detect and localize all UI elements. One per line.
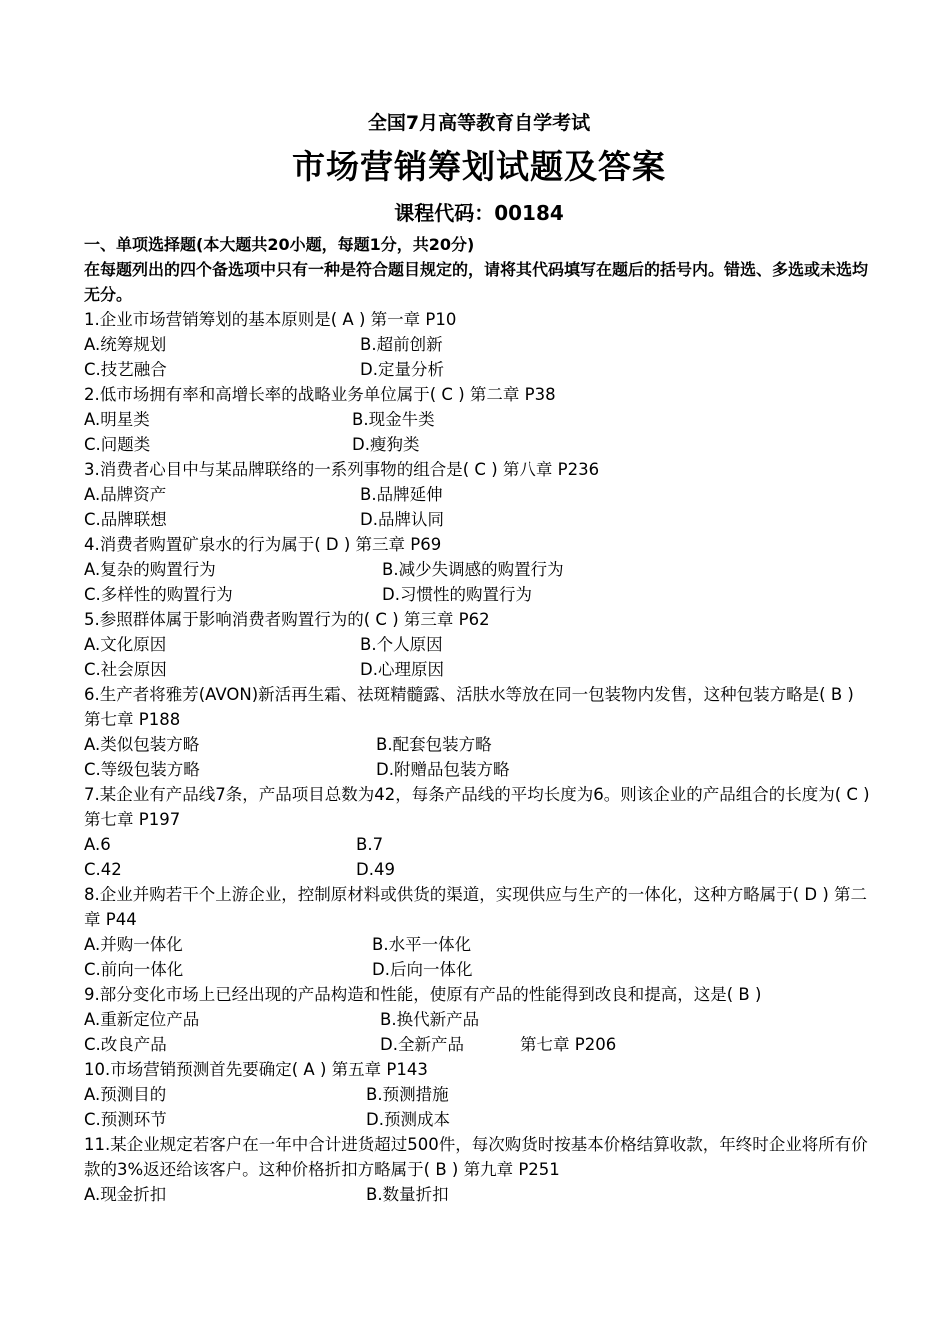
option-right: D.全新产品 xyxy=(380,1035,464,1054)
question-stem: 1.企业市场营销筹划的基本原则是( A ) 第一章 P10 xyxy=(84,310,457,329)
option-left: A.现金折扣 xyxy=(84,1185,167,1204)
question-stem: 2.低市场拥有率和高增长率的战略业务单位属于( C ) 第二章 P38 xyxy=(84,385,556,404)
course-code: 课程代码：00184 xyxy=(394,201,564,225)
option-left: A.文化原因 xyxy=(84,635,167,654)
option-left: A.并购一体化 xyxy=(84,935,183,954)
option-row xyxy=(84,1182,874,1207)
question-item xyxy=(84,457,874,532)
question-stem: 7.某企业有产品线7条，产品项目总数为42，每条产品线的平均长度为6。则该企业的产品组合的长度为( C ) 第七章 P197 xyxy=(84,785,870,829)
option-row xyxy=(84,657,874,682)
question-item xyxy=(84,882,874,982)
option-left: A.类似包装方略 xyxy=(84,735,200,754)
option-row xyxy=(84,832,874,857)
option-left: C.多样性的购置行为 xyxy=(84,585,233,604)
option-row xyxy=(84,757,874,782)
question-list xyxy=(84,307,874,1207)
option-row xyxy=(84,1032,874,1057)
question-stem: 6.生产者将雅芳(AVON)新活再生霜、祛斑精髓露、活肤水等放在同一包装物内发售，这种包装方略是( B ) 第七章 P188 xyxy=(84,685,854,729)
question-stem: 10.市场营销预测首先要确定( A ) 第五章 P143 xyxy=(84,1060,428,1079)
option-row xyxy=(84,432,874,457)
option-left: C.预测环节 xyxy=(84,1110,167,1129)
option-right: D.附赠品包装方略 xyxy=(376,760,510,779)
question-item xyxy=(84,532,874,607)
option-left: A.品牌资产 xyxy=(84,485,167,504)
option-right: B.7 xyxy=(356,835,384,854)
question-item xyxy=(84,607,874,682)
option-row xyxy=(84,582,874,607)
option-row xyxy=(84,957,874,982)
question-stem: 4.消费者购置矿泉水的行为属于( D ) 第三章 P69 xyxy=(84,535,442,554)
option-right: D.预测成本 xyxy=(366,1110,450,1129)
option-right: B.预测措施 xyxy=(366,1085,449,1104)
option-right: D.心理原因 xyxy=(360,660,444,679)
option-right: B.配套包装方略 xyxy=(376,735,492,754)
exam-header-line: 全国7月高等教育自学考试 xyxy=(367,112,591,134)
option-row xyxy=(84,357,874,382)
option-right: B.水平一体化 xyxy=(372,935,472,954)
option-right: D.品牌认同 xyxy=(360,510,444,529)
section-instruction: 在每题列出的四个备选项中只有一种是符合题目规定的，请将其代码填写在题后的括号内。错选、多选或未选均无分。 xyxy=(84,260,869,304)
option-row xyxy=(84,857,874,882)
question-item xyxy=(84,782,874,882)
option-row xyxy=(84,632,874,657)
option-left: C.技艺融合 xyxy=(84,360,167,379)
option-right: B.减少失调感的购置行为 xyxy=(382,560,564,579)
option-row xyxy=(84,932,874,957)
option-right: B.数量折扣 xyxy=(366,1185,449,1204)
option-right: D.后向一体化 xyxy=(372,960,473,979)
option-row xyxy=(84,407,874,432)
question-item xyxy=(84,307,874,382)
option-left: C.社会原因 xyxy=(84,660,167,679)
option-left: A.预测目的 xyxy=(84,1085,167,1104)
option-right: D.瘦狗类 xyxy=(352,435,420,454)
question-item xyxy=(84,1132,874,1207)
question-stem: 9.部分变化市场上已经出现的产品构造和性能，使原有产品的性能得到改良和提高，这是( B ) xyxy=(84,985,762,1004)
option-right: B.个人原因 xyxy=(360,635,443,654)
option-row xyxy=(84,1107,874,1132)
question-stem: 5.参照群体属于影响消费者购置行为的( C ) 第三章 P62 xyxy=(84,610,490,629)
exam-title: 市场营销筹划试题及答案 xyxy=(292,147,666,186)
option-left: C.问题类 xyxy=(84,435,151,454)
option-row xyxy=(84,507,874,532)
option-right: B.超前创新 xyxy=(360,335,443,354)
option-row xyxy=(84,557,874,582)
option-row xyxy=(84,1082,874,1107)
question-stem: 11.某企业规定若客户在一年中合计进货超过500件，每次购货时按基本价格结算收款，年终时企业将所有价款的3%返还给该客户。这种价格折扣方略属于( B ) 第九章 P251 xyxy=(84,1135,868,1179)
option-right: B.现金牛类 xyxy=(352,410,435,429)
option-right: D.定量分析 xyxy=(360,360,444,379)
option-left: A.重新定位产品 xyxy=(84,1010,200,1029)
chapter-note: 第七章 P206 xyxy=(520,1035,617,1054)
option-right: D.习惯性的购置行为 xyxy=(382,585,532,604)
option-left: A.6 xyxy=(84,835,111,854)
option-left: A.复杂的购置行为 xyxy=(84,560,216,579)
question-item xyxy=(84,382,874,457)
option-left: A.统筹规划 xyxy=(84,335,167,354)
option-left: C.42 xyxy=(84,860,122,879)
option-row xyxy=(84,732,874,757)
option-row xyxy=(84,1007,874,1032)
option-right: D.49 xyxy=(356,860,395,879)
question-stem: 3.消费者心目中与某品牌联络的一系列事物的组合是( C ) 第八章 P236 xyxy=(84,460,600,479)
option-left: A.明星类 xyxy=(84,410,150,429)
question-stem: 8.企业并购若干个上游企业，控制原材料或供货的渠道，实现供应与生产的一体化，这种方略属于( D ) 第二章 P44 xyxy=(84,885,868,929)
option-left: C.品牌联想 xyxy=(84,510,167,529)
question-item xyxy=(84,1057,874,1132)
option-row xyxy=(84,332,874,357)
option-row xyxy=(84,482,874,507)
option-left: C.前向一体化 xyxy=(84,960,184,979)
option-right: B.品牌延伸 xyxy=(360,485,443,504)
option-left: C.改良产品 xyxy=(84,1035,167,1054)
exam-page xyxy=(84,108,874,1207)
question-item xyxy=(84,682,874,782)
option-right: B.换代新产品 xyxy=(380,1010,480,1029)
option-left: C.等级包装方略 xyxy=(84,760,200,779)
section-heading: 一、单项选择题(本大题共20小题，每题1分，共20分) xyxy=(84,235,475,254)
question-item xyxy=(84,982,874,1057)
